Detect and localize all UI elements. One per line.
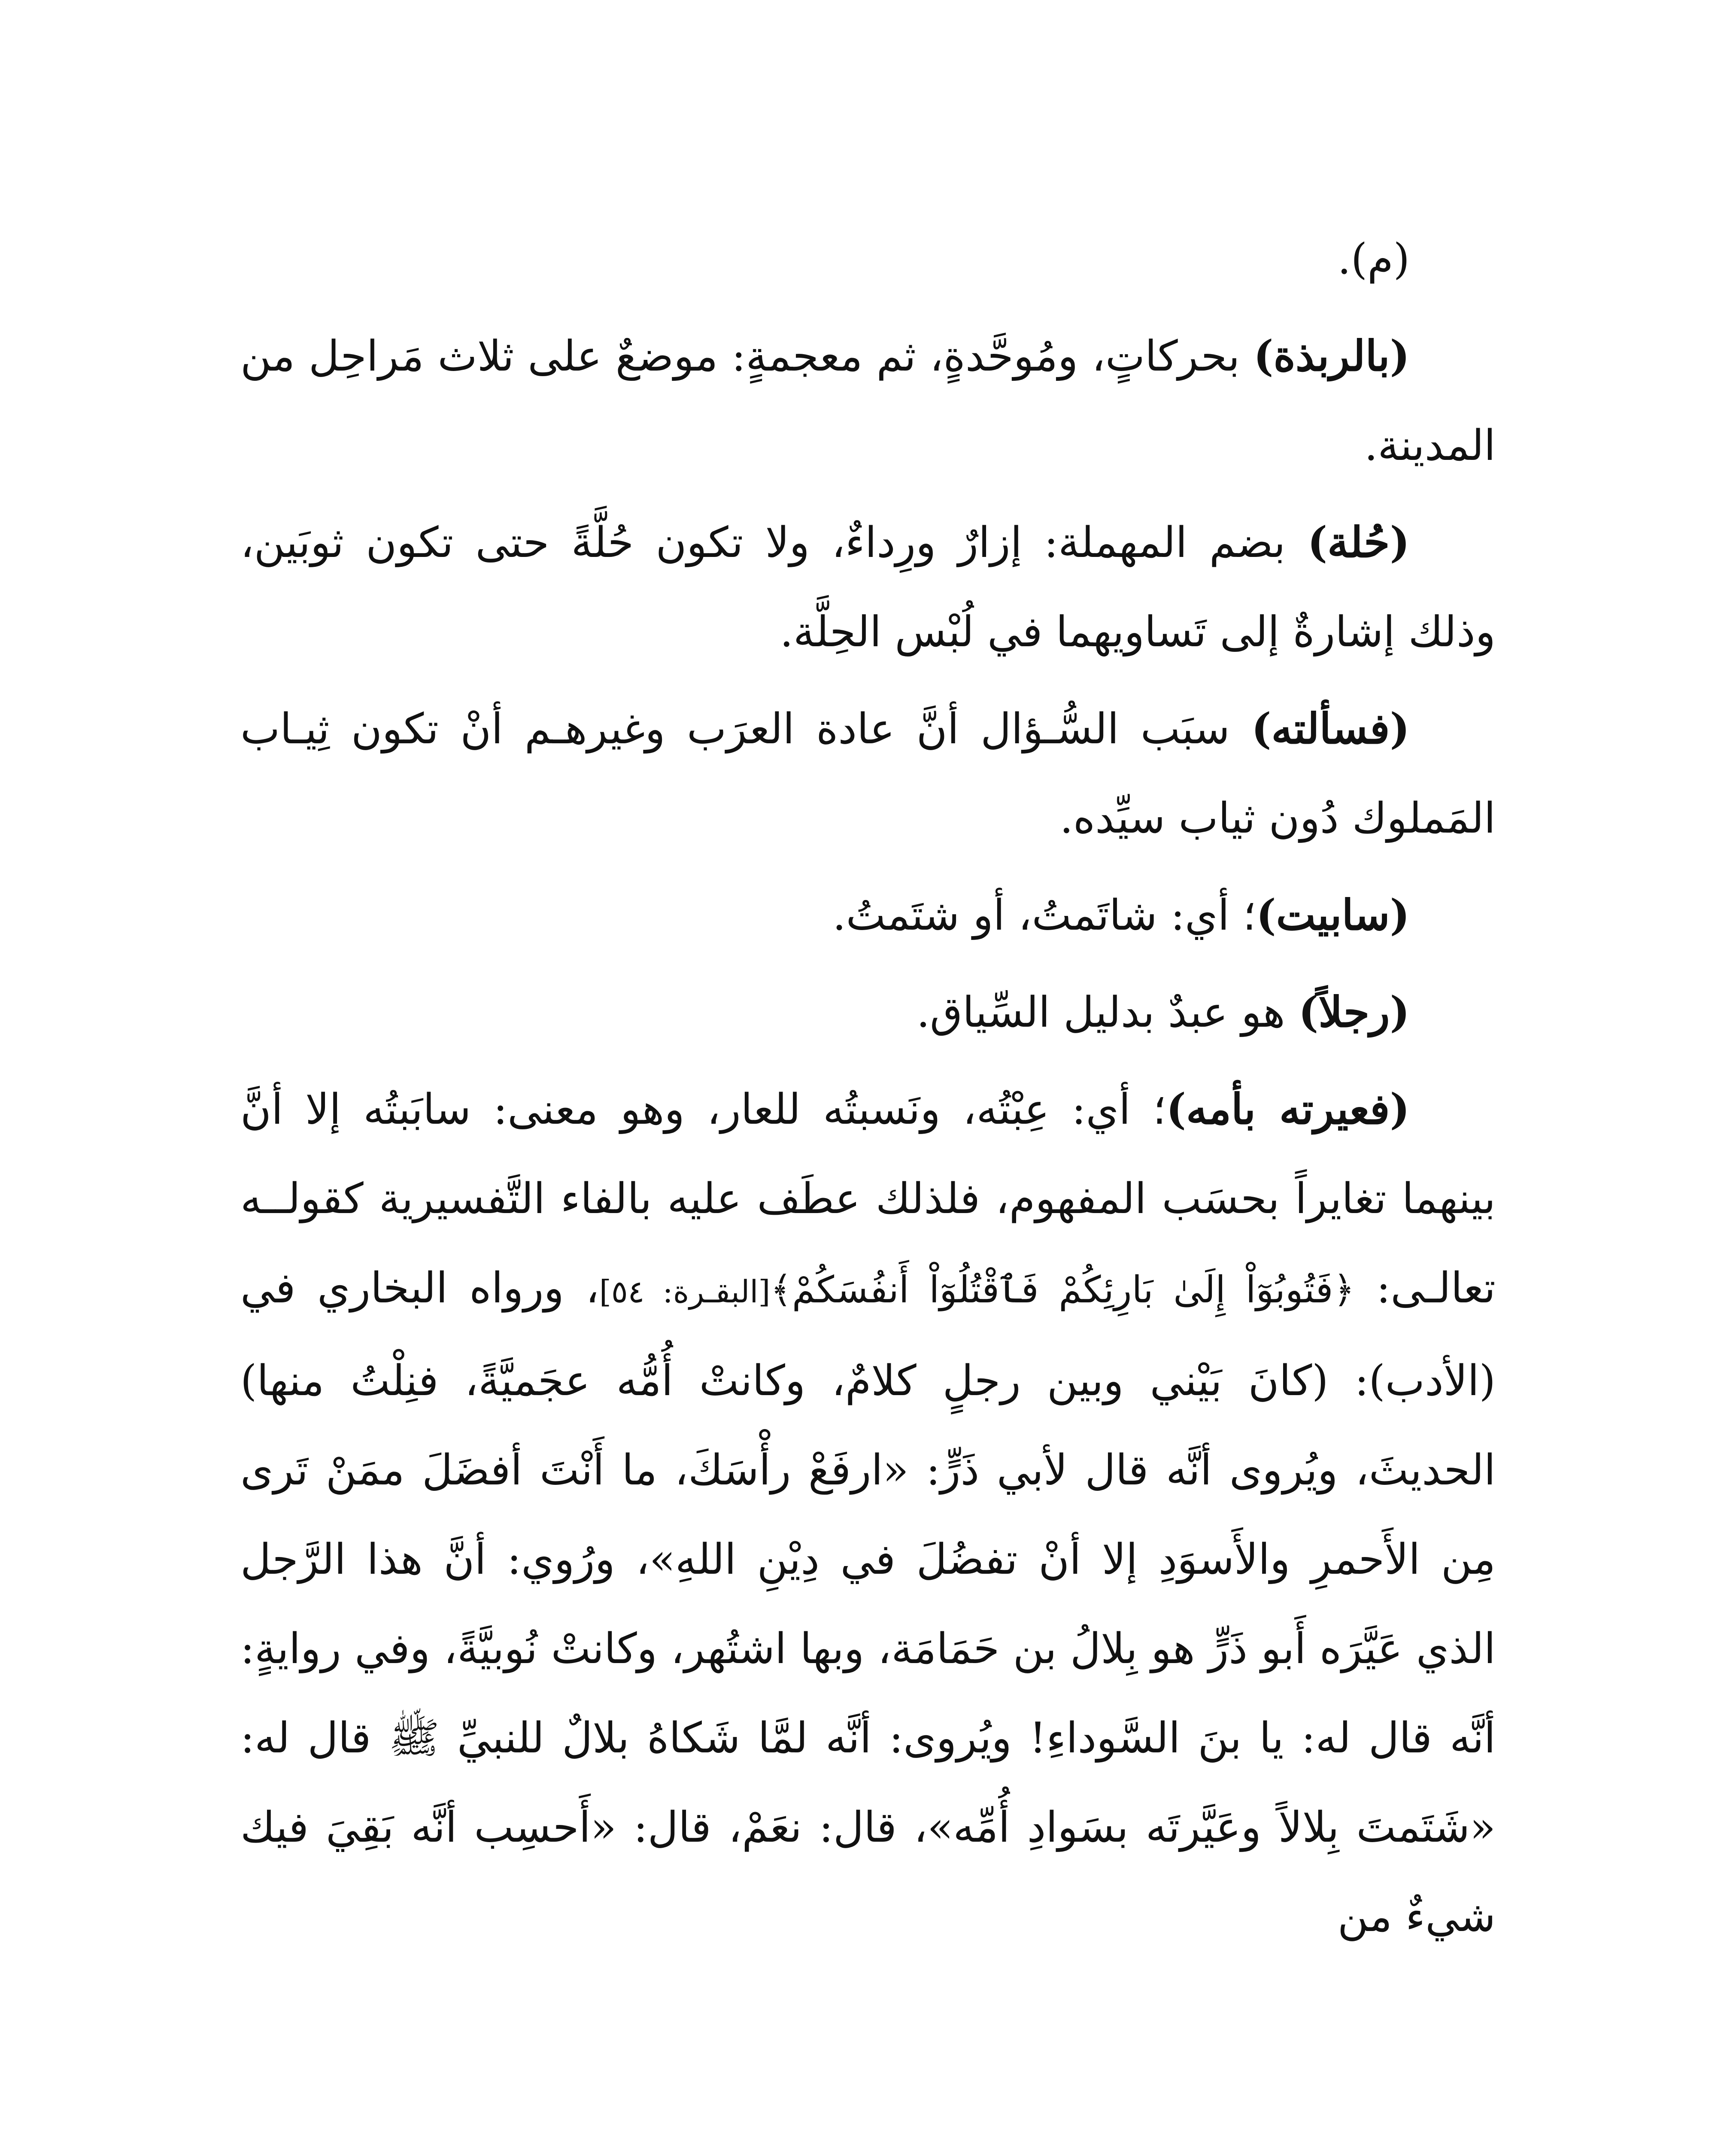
paragraph-rabadha [240,312,1496,490]
paragraph-hulla-text: بضم المهملة: إزارٌ ورِداءٌ، ولا تكون حُلَّةً حتى تكون ثوبَين، وذلك إشارةٌ إلى تَساويهما في لُبْس الحِلَّة. [240,518,1496,657]
lemma-rabadha: (بالربذة) [1253,331,1410,381]
lemma-saaltuhu: (فسألته) [1251,704,1410,754]
paragraph-hulla [240,498,1496,677]
quran-reference: [البقـرة: ٥٤] [599,1274,771,1310]
lemma-ayyartuhu: (فعيرته بأمه) [1166,1085,1410,1134]
quran-verse: ﴿فَتُوبُوٓاْ إِلَىٰ بَارِئِكُمْ فَٱقْتُلُوٓاْ أَنفُسَكُمْ﴾ [770,1268,1355,1311]
commentary-text [240,215,1496,1961]
paragraph-sababtu-text: ؛ أي: شاتَمتُ، أو شتَمتُ. [832,891,1256,940]
paragraph-ayyartuhu [240,1065,1496,1961]
lemma-rajulan: (رجلاً) [1298,988,1410,1037]
paragraph-1-text: (م). [1337,235,1410,284]
paragraph-rabadha-text: بحركاتٍ، ومُوحَّدةٍ، ثم معجمةٍ: موضعٌ على ثلاث مَراحِل من المدينة. [240,332,1496,470]
paragraph-ayyartuhu-text-before: ؛ أي: عِبْتُه، ونَسبتُه للعار، وهو معنى: سابَبتُه إلا أنَّ بينهما تغايراً بحسَب المفهوم، فلذلك عطَف عليه بالفاء التَّفسيرية كقولــه تعالـى: [240,1085,1496,1313]
lemma-sababtu: (سابيت) [1256,891,1410,940]
paragraph-saaltuhu-text: سبَب السُّـؤال أنَّ عادة العرَب وغيرهـم أنْ تكون ثِيـاب المَملوك دُون ثياب سيِّده. [240,705,1496,843]
paragraph-sababtu [240,871,1496,960]
paragraph-ayyartuhu-text-after: ، ورواه البخاري في (الأدب): (كانَ بَيْني وبين رجلٍ كلامٌ، وكانتْ أُمُّه عجَميَّةً، فنِلْتُ منها) الحديثَ، ويُروى أنَّه قال لأبي ذَرٍّ: «ارفَعْ رأْسَكَ، ما أَنْتَ أفضَلَ ممَنْ تَرى مِن الأَحمرِ والأَسوَدِ إلا أنْ تفضُلَ في دِيْنِ اللهِ»، ورُوي: أنَّ هذا الرَّجل الذي عَيَّرَه أَبو ذَرٍّ هو بِلالُ بن حَمَامَة، وبها اشتُهر، وكانتْ نُوبيَّةً، وفي روايةٍ: أنَّه قال له: يا بنَ السَّوداءِ! ويُروى: أنَّه لمَّا شَكاهُ بلالٌ للنبيِّ ﷺ قال له: «شَتَمتَ بِلالاً وعَيَّرتَه بسَوادِ أُمِّه»، قال: نعَمْ، قال: «أَحسِب أنَّه بَقِيَ فيك شيءٌ من [240,1264,1496,1941]
paragraph-rajulan [240,968,1496,1057]
lemma-hulla: (حُلة) [1307,518,1410,567]
paragraph-rajulan-text: هو عبدٌ بدليل السِّياق. [916,988,1299,1037]
paragraph-saaltuhu [240,684,1496,863]
paragraph-1 [240,215,1496,304]
